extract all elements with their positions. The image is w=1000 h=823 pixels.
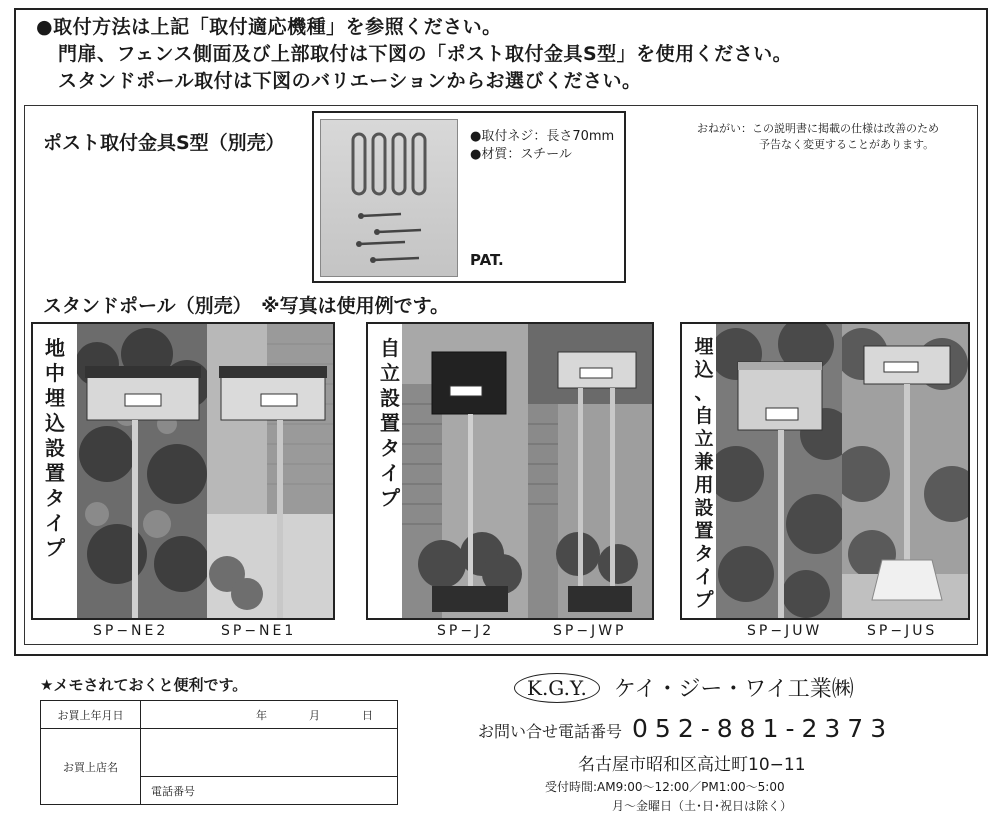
instructions-frame: [14, 8, 988, 656]
material-spec: ●材質：スチール: [470, 147, 572, 162]
photo-sp-juw: [716, 324, 842, 618]
note-line-1: ●取付方法は上記「取付適応機種」を参照ください。: [36, 16, 502, 38]
shop-name-label: お買上店名: [41, 729, 141, 805]
group-label-underground: 地 中 埋 込 設 置 タ イ プ: [45, 336, 65, 560]
kgy-logo: K.G.Y.: [514, 673, 600, 703]
business-hours: 受付時間:AM9:00～12:00／PM1:00～5:00: [545, 780, 785, 794]
company-address: 名古屋市昭和区高辻町10−11: [578, 755, 806, 775]
month-label: 月: [309, 708, 320, 722]
photo-sp-jwp: [528, 324, 652, 618]
model-sp-ne2: SP−NE2: [93, 623, 169, 639]
phone-label: お問い合せ電話番号: [478, 722, 623, 741]
group-label-freestanding: 自 立 設 置 タ イ プ: [380, 336, 400, 510]
fitting-title: ポスト取付金具S型（別売）: [43, 132, 285, 154]
fitting-photo-box: [312, 111, 626, 283]
photo-sp-ne2: [77, 324, 207, 618]
group-label-combined: 埋 込 、 自 立 兼 用 設 置 タ イ プ: [694, 336, 714, 611]
stand-pole-title: スタンドポール（別売） ※写真は使用例です。: [43, 295, 450, 317]
group-combined: [680, 322, 970, 620]
company-name: ケイ・ジー・ワイ工業㈱: [613, 677, 854, 702]
group-freestanding: [366, 322, 654, 620]
day-label: 日: [362, 708, 373, 722]
model-sp-ne1: SP−NE1: [221, 623, 297, 639]
memo-table: [40, 700, 398, 805]
photo-sp-ne1: [207, 324, 333, 618]
model-sp-jwp: SP−JWP: [553, 623, 627, 639]
disclaimer-line-1: おねがい：この説明書に掲載の仕様は改善のため: [697, 122, 939, 135]
model-sp-juw: SP−JUW: [747, 623, 823, 639]
model-sp-j2: SP−J2: [437, 623, 495, 639]
fitting-photo: [320, 119, 458, 277]
note-line-2: 門扉、フェンス側面及び上部取付は下図の「ポスト取付金具S型」を使用ください。: [58, 43, 793, 65]
group-underground: [31, 322, 335, 620]
photo-sp-j2: [402, 324, 528, 618]
memo-title: ★メモされておくと便利です。: [40, 676, 248, 694]
accessories-panel: [24, 105, 978, 645]
mounting-notes: [36, 14, 792, 95]
year-label: 年: [256, 708, 267, 722]
model-sp-jus: SP−JUS: [867, 623, 938, 639]
note-line-3: スタンドポール取付は下図のバリエーションからお選びください。: [58, 70, 642, 92]
screw-length-spec: ●取付ネジ：長さ70mm: [470, 129, 615, 144]
company-header: [514, 672, 854, 703]
purchase-date-field[interactable]: [141, 701, 398, 729]
purchase-date-label: お買上年月日: [41, 701, 141, 729]
shop-name-field[interactable]: [141, 729, 398, 777]
business-days: 月～金曜日（土･日･祝日は除く）: [612, 799, 793, 813]
bracket-screws-image: [321, 120, 457, 276]
patent-mark: PAT.: [470, 251, 504, 269]
contact-phone: [478, 714, 893, 743]
disclaimer-line-2: 予告なく変更することがあります。: [759, 138, 935, 151]
phone-number: 052-881-2373: [632, 714, 894, 743]
disclaimer: [697, 121, 939, 153]
shop-tel-field[interactable]: 電話番号: [141, 777, 398, 805]
photo-sp-jus: [842, 324, 968, 618]
